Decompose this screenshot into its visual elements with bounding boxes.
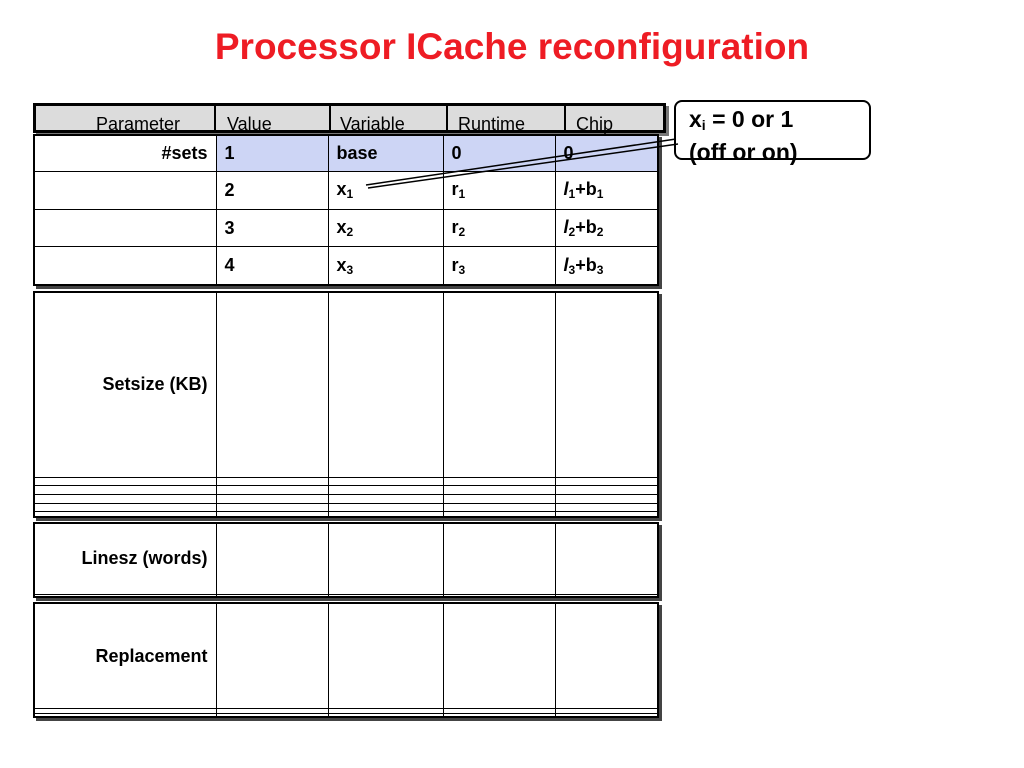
value-cell: 2 — [216, 171, 328, 209]
param-label-sets: #sets — [35, 136, 216, 171]
variable-cell: $x_3$ — [328, 247, 443, 284]
callout-line2: (off or on) — [689, 139, 798, 165]
chip-cell: 0 — [555, 136, 657, 171]
callout-line1: $x_i = 0$ or 1 — [689, 106, 794, 133]
header-parameter: Parameter — [96, 114, 181, 134]
header-value: Value — [227, 114, 272, 134]
chip-cell: $l_3+b_3$ — [555, 247, 657, 284]
runtime-cell: $r_2$ — [443, 209, 555, 247]
chip-cell: $l_1+b_1$ — [555, 171, 657, 209]
runtime-cell: 0 — [443, 136, 555, 171]
header-chip: Chip — [576, 114, 614, 134]
variable-cell: $x_2$ — [328, 209, 443, 247]
runtime-cell: $r_3$ — [443, 247, 555, 284]
page-title: Processor ICache reconfiguration — [214, 26, 810, 67]
callout-pointer-line — [366, 139, 676, 185]
chip-cell: $l_2+b_2$ — [555, 209, 657, 247]
runtime-cell: $r_1$ — [443, 171, 555, 209]
variable-cell: $x_1$ — [328, 171, 443, 209]
header-runtime: Runtime — [458, 114, 526, 134]
value-cell: 1 — [216, 136, 328, 171]
variable-cell: base — [328, 136, 443, 171]
param-label-replacement: Replacement — [35, 604, 216, 709]
header-variable: Variable — [340, 114, 405, 134]
callout-pointer-line — [368, 144, 678, 188]
param-label-linesz: Linesz (words) — [35, 524, 216, 594]
value-cell: 4 — [216, 247, 328, 284]
value-cell: 3 — [216, 209, 328, 247]
param-label-setsize: Setsize (KB) — [35, 293, 216, 477]
